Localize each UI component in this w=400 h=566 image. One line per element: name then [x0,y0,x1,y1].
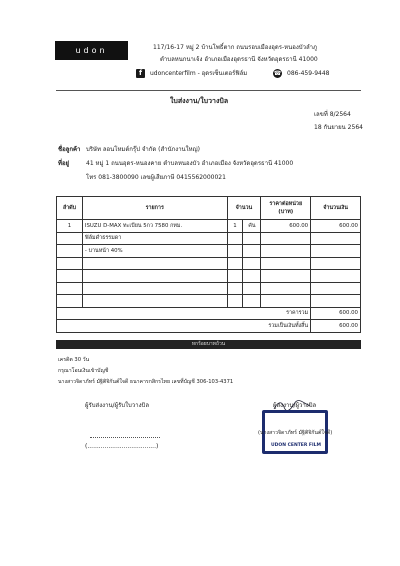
col-header-amount: จำนวนเงิน [311,197,361,220]
address-line-1: 117/16-17 หมู่ 2 บ้านโพธิ์ตาก ถนนรอบเมืองอุดร-หนองบัวลำภู [153,44,317,51]
table-row [57,295,361,308]
receiver-label: ผู้รับส่งงาน/ผู้รับใบวางบิล [85,402,149,409]
cell [227,282,243,295]
cell [243,282,261,295]
company-logo: udon [55,41,128,60]
cell [261,232,311,245]
cell [261,282,311,295]
facebook-icon: f [136,69,145,78]
cell [261,270,311,283]
cell [82,270,227,283]
phone-icon: ☎ [273,70,282,77]
items-table [56,196,361,333]
customer-name: บริษัท ลอนโหมต์กรุ๊ป จำกัด (สำนักงานใหญ่) [86,146,200,153]
receiver-signature-line [90,436,160,438]
cell [261,257,311,270]
cell [57,257,83,270]
table-row [57,282,361,295]
cell [227,257,243,270]
document-date: 18 กันยายน 2564 [314,124,363,131]
col-header-qty: จำนวน [227,197,261,220]
cell [311,232,361,245]
phone-number: 086-459-9448 [287,70,330,77]
cell: คัน [243,220,261,233]
cell: 600.00 [311,220,361,233]
table-header-row [57,197,361,220]
cell [261,245,311,258]
subtotal-row [57,307,361,320]
cell [311,270,361,283]
col-header-no: ลำดับ [57,197,83,220]
subtotal-label: ราคารวม [57,307,311,320]
cell: - บานหน้า 40% [82,245,227,258]
table-row [57,257,361,270]
cell [311,257,361,270]
col-header-unit-price: ราคาต่อหน่วย (บาท) [261,197,311,220]
cell: 1 [227,220,243,233]
receiver-name-placeholder: (....................................) [85,443,159,450]
cell [82,295,227,308]
table-row [57,232,361,245]
cell [243,245,261,258]
cell [57,270,83,283]
bank-account: นางสาวจิดาภัทร์ มัฐิติจิกันต์ใจดี ธนาคารกสิกรไทย เลขที่บัญชี 306-103-4371 [58,379,234,385]
sender-name: (นางสาวจิดาภัทร์ มัฐิติจิกันต์ใจดี) [258,430,333,436]
table-row [57,270,361,283]
cell: ISUZU D-MAX ทะเบียน 5กว 7580 กทม. [82,220,227,233]
cell [227,295,243,308]
total-label: รวมเป็นเงินทั้งสิ้น [57,320,311,333]
cell [227,245,243,258]
cell: ฟิล์มดำธรรมดา [82,232,227,245]
cell [227,232,243,245]
cell [243,232,261,245]
payment-label: กรุณาโอนเงินเข้าบัญชี [58,368,109,374]
cell [311,282,361,295]
cell [311,245,361,258]
cell [261,295,311,308]
cell [57,232,83,245]
address-line-2: ตำบลหนกนาเจ้ง อำเภอเมืองอุดรธานี จังหวัดอุดรธานี 41000 [160,56,318,63]
cell [243,295,261,308]
cell [311,295,361,308]
cell [57,245,83,258]
header-divider [56,90,361,91]
cell: 600.00 [261,220,311,233]
cell [57,282,83,295]
document-title: ใบส่งงาน/ใบวางบิล [170,97,229,105]
facebook-name: udoncenterfilm - อุดรเซ็นเตอร์ฟิล์ม [150,70,248,77]
customer-address: 41 หมู่ 1 ถนนอุดร-หนองคาย ตำบลหนองบัว อำเภอเมือง จังหวัดอุดรธานี 41000 [86,160,294,167]
sender-label: ผู้ส่งงาน/ผู้วางบิล [273,402,317,409]
customer-address-label: ที่อยู่ [58,160,70,167]
cell [57,295,83,308]
subtotal-value: 600.00 [311,307,361,320]
customer-contact: โทร 081-3800090 เลขผู้เสียภาษี 0415562000021 [86,174,226,181]
amount-in-words: หกร้อยบาทถ้วน [56,340,361,349]
cell [243,270,261,283]
credit-terms: เครดิต 30 วัน [58,357,90,363]
customer-name-label: ชื่อลูกค้า [58,146,81,153]
cell [82,282,227,295]
total-row [57,320,361,333]
table-row [57,245,361,258]
company-stamp-text: UDON CENTER FILM [271,443,321,448]
table-row [57,220,361,233]
cell [82,257,227,270]
cell [227,270,243,283]
cell [243,257,261,270]
col-header-item: รายการ [82,197,227,220]
document-number: เลขที่ 8/2564 [314,111,351,118]
cell: 1 [57,220,83,233]
total-value: 600.00 [311,320,361,333]
